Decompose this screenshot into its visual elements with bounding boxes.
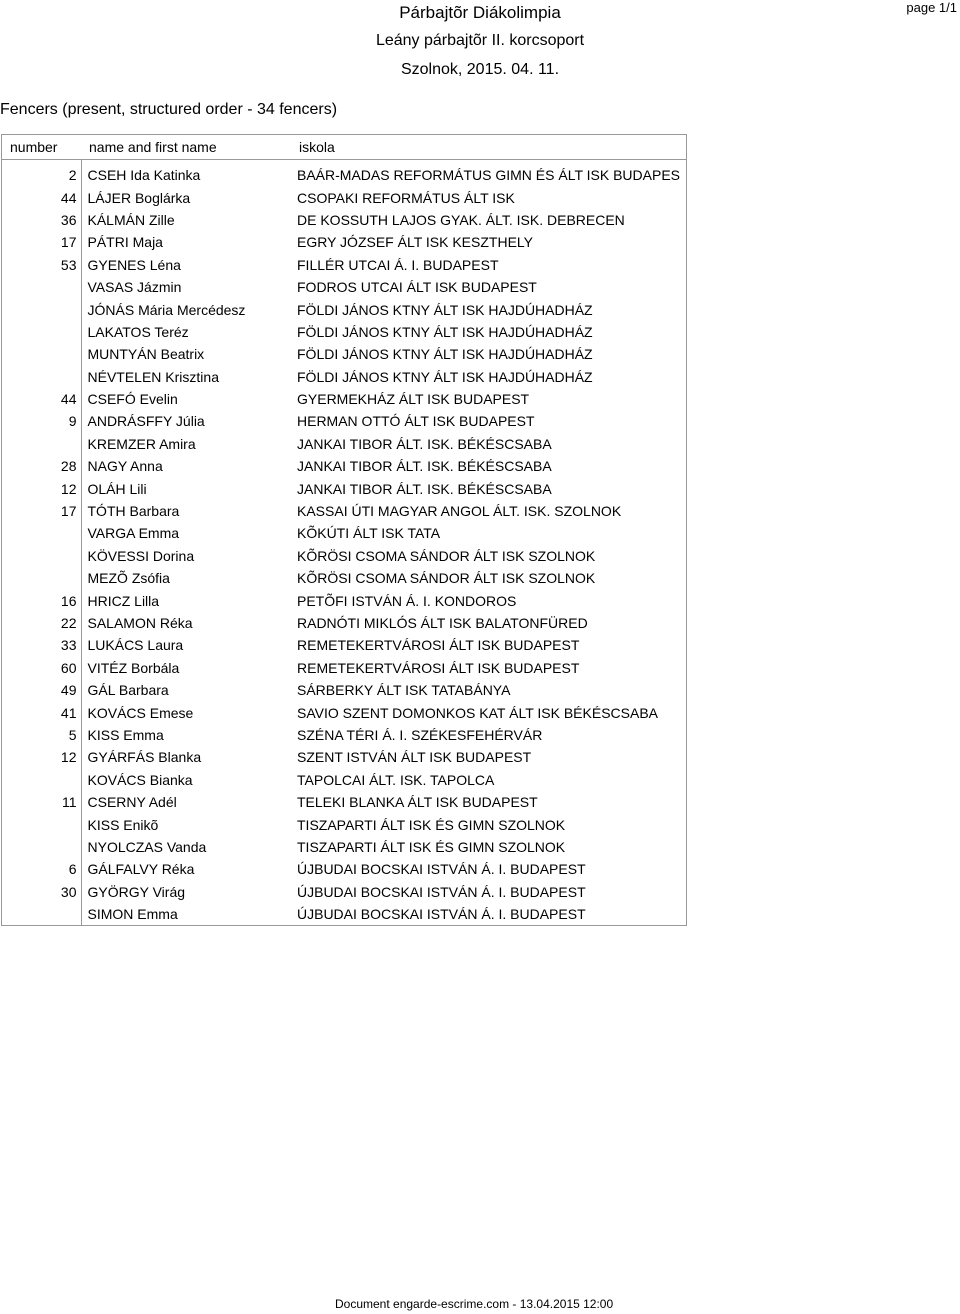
page-number: page 1/1 xyxy=(906,0,957,15)
table-row xyxy=(2,903,687,926)
fencer-number xyxy=(2,366,82,388)
fencer-number xyxy=(2,769,82,791)
fencer-number: 60 xyxy=(2,657,82,679)
table-row xyxy=(2,769,687,791)
fencer-number xyxy=(2,522,82,544)
fencer-number: 17 xyxy=(2,500,82,522)
table-row xyxy=(2,881,687,903)
fencer-school: EGRY JÓZSEF ÁLT ISK KESZTHELY xyxy=(297,234,533,251)
fencer-number xyxy=(2,343,82,365)
table-row xyxy=(2,276,687,298)
fencer-school: SAVIO SZENT DOMONKOS KAT ÁLT ISK BÉKÉSCSABA xyxy=(297,704,658,721)
fencer-name: GYÁRFÁS Blanka xyxy=(87,749,202,766)
fencer-name: VITÉZ Borbála xyxy=(87,659,180,676)
fencer-number: 49 xyxy=(2,679,82,701)
table-row xyxy=(2,545,687,567)
fencer-number: 16 xyxy=(2,589,82,611)
fencer-school: FÖLDI JÁNOS KTNY ÁLT ISK HAJDÚHADHÁZ xyxy=(297,323,593,340)
fencer-name: KISS Emma xyxy=(87,726,164,743)
table-row xyxy=(2,388,687,410)
fencer-name: CSEH Ida Katinka xyxy=(87,167,201,184)
table-row xyxy=(2,858,687,880)
table-row xyxy=(2,679,687,701)
fencer-name: VARGA Emma xyxy=(87,525,180,542)
fencer-name: GÁLFALVY Réka xyxy=(87,861,195,878)
table-row xyxy=(2,813,687,835)
table-row xyxy=(2,634,687,656)
table-row xyxy=(2,477,687,499)
table-row xyxy=(2,186,687,208)
table-row xyxy=(2,231,687,253)
fencer-school: KÕRÖSI CSOMA SÁNDOR ÁLT ISK SZOLNOK xyxy=(297,570,596,587)
fencer-school: DE KOSSUTH LAJOS GYAK. ÁLT. ISK. DEBRECEN xyxy=(297,211,625,228)
fencer-number xyxy=(2,433,82,455)
fencer-school: TISZAPARTI ÁLT ISK ÉS GIMN SZOLNOK xyxy=(297,816,566,833)
table-row xyxy=(2,836,687,858)
fencer-school: TELEKI BLANKA ÁLT ISK BUDAPEST xyxy=(297,794,538,811)
fencer-school: FÖLDI JÁNOS KTNY ÁLT ISK HAJDÚHADHÁZ xyxy=(297,301,593,318)
fencer-number: 11 xyxy=(2,791,82,813)
fencer-name: KREMZER Amira xyxy=(87,435,196,452)
table-row xyxy=(2,724,687,746)
fencer-number: 44 xyxy=(2,388,82,410)
fencer-school: KÕRÖSI CSOMA SÁNDOR ÁLT ISK SZOLNOK xyxy=(297,547,596,564)
fencer-name: KISS Enikõ xyxy=(87,816,159,833)
fencer-name: GYÖRGY Virág xyxy=(87,883,186,900)
fencer-name: ANDRÁSFFY Júlia xyxy=(87,413,205,430)
fencer-name: GYENES Léna xyxy=(87,256,181,273)
column-header-name: name and first name xyxy=(89,139,217,155)
fencer-number: 6 xyxy=(2,858,82,880)
table-row xyxy=(2,410,687,432)
fencer-name: CSERNY Adél xyxy=(87,794,177,811)
fencer-number: 41 xyxy=(2,701,82,723)
fencer-school: SZENT ISTVÁN ÁLT ISK BUDAPEST xyxy=(297,749,532,766)
fencer-name: OLÁH Lili xyxy=(87,480,147,497)
table-row xyxy=(2,657,687,679)
table-row xyxy=(2,433,687,455)
table-row xyxy=(2,164,687,186)
column-header-number: number xyxy=(10,139,58,155)
fencer-school: KÕKÚTI ÁLT ISK TATA xyxy=(297,525,441,542)
fencer-name: HRICZ Lilla xyxy=(87,592,160,609)
fencer-school: JANKAI TIBOR ÁLT. ISK. BÉKÉSCSABA xyxy=(297,480,552,497)
fencer-school: ÚJBUDAI BOCSKAI ISTVÁN Á. I. BUDAPEST xyxy=(297,883,586,900)
table-row xyxy=(2,589,687,611)
table-row xyxy=(2,746,687,768)
fencer-number: 22 xyxy=(2,612,82,634)
fencer-school: SÁRBERKY ÁLT ISK TATABÁNYA xyxy=(297,682,511,699)
document-footer: Document engarde-escrime.com - 13.04.2015 12:00 xyxy=(335,1297,614,1311)
fencer-number: 28 xyxy=(2,455,82,477)
fencer-school: FILLÉR UTCAI Á. I. BUDAPEST xyxy=(297,256,499,273)
fencer-name: NYOLCZAS Vanda xyxy=(87,838,207,855)
table-row xyxy=(2,209,687,231)
fencer-school: FÖLDI JÁNOS KTNY ÁLT ISK HAJDÚHADHÁZ xyxy=(297,368,593,385)
table-row xyxy=(2,701,687,723)
fencer-number: 36 xyxy=(2,209,82,231)
fencer-school: FODROS UTCAI ÁLT ISK BUDAPEST xyxy=(297,279,537,296)
table-row xyxy=(2,791,687,813)
fencer-name: TÓTH Barbara xyxy=(87,503,180,520)
fencer-name: KÖVESSI Dorina xyxy=(87,547,195,564)
column-header-school: iskola xyxy=(299,139,335,155)
table-row xyxy=(2,567,687,589)
fencer-number: 9 xyxy=(2,410,82,432)
place-date: Szolnok, 2015. 04. 11. xyxy=(400,61,560,78)
fencer-school: JANKAI TIBOR ÁLT. ISK. BÉKÉSCSABA xyxy=(297,458,552,475)
fencer-school: FÖLDI JÁNOS KTNY ÁLT ISK HAJDÚHADHÁZ xyxy=(297,346,593,363)
fencer-school: PETÕFI ISTVÁN Á. I. KONDOROS xyxy=(297,592,517,609)
fencer-name: KÁLMÁN Zille xyxy=(87,211,175,228)
fencer-name: GÁL Barbara xyxy=(87,682,169,699)
fencer-name: PÁTRI Maja xyxy=(87,234,163,251)
table-row xyxy=(2,321,687,343)
fencer-name: CSEFÓ Evelin xyxy=(87,391,178,408)
fencer-number xyxy=(2,321,82,343)
fencer-name: LÁJER Boglárka xyxy=(87,189,191,206)
fencer-name: VASAS Jázmin xyxy=(87,279,182,296)
fencer-school: ÚJBUDAI BOCSKAI ISTVÁN Á. I. BUDAPEST xyxy=(297,861,586,878)
fencer-name: LAKATOS Teréz xyxy=(87,323,189,340)
fencer-name: LUKÁCS Laura xyxy=(87,637,184,654)
table-row xyxy=(2,343,687,365)
fencer-number xyxy=(2,276,82,298)
fencer-name: KOVÁCS Emese xyxy=(87,704,194,721)
fencer-number xyxy=(2,545,82,567)
fencer-school: ÚJBUDAI BOCSKAI ISTVÁN Á. I. BUDAPEST xyxy=(297,906,586,923)
fencer-number: 44 xyxy=(2,186,82,208)
fencer-school: REMETEKERTVÁROSI ÁLT ISK BUDAPEST xyxy=(297,637,580,654)
fencer-number xyxy=(2,567,82,589)
fencer-number: 17 xyxy=(2,231,82,253)
fencer-school: HERMAN OTTÓ ÁLT ISK BUDAPEST xyxy=(297,413,535,430)
table-row xyxy=(2,500,687,522)
table-row xyxy=(2,254,687,276)
fencer-school: GYERMEKHÁZ ÁLT ISK BUDAPEST xyxy=(297,391,530,408)
fencer-number: 53 xyxy=(2,254,82,276)
fencer-name: SIMON Emma xyxy=(87,906,178,923)
fencer-number: 33 xyxy=(2,634,82,656)
fencer-number xyxy=(2,903,82,926)
table-row xyxy=(2,455,687,477)
fencer-name: MUNTYÁN Beatrix xyxy=(87,346,205,363)
fencer-number: 12 xyxy=(2,477,82,499)
fencer-name: SALAMON Réka xyxy=(87,615,193,631)
category-title: Leány párbajtõr II. korcsoport xyxy=(375,32,585,49)
table-row xyxy=(2,298,687,320)
fencer-school: BAÁR-MADAS REFORMÁTUS GIMN ÉS ÁLT ISK BUDAPES xyxy=(297,167,680,184)
table-row xyxy=(2,612,687,634)
fencer-number xyxy=(2,298,82,320)
fencer-number xyxy=(2,836,82,858)
fencer-school: RADNÓTI MIKLÓS ÁLT ISK BALATONFÜRED xyxy=(297,615,588,631)
fencer-school: CSOPAKI REFORMÁTUS ÁLT ISK xyxy=(297,189,515,206)
fencer-number: 2 xyxy=(2,164,82,186)
fencer-number: 12 xyxy=(2,746,82,768)
fencer-number: 5 xyxy=(2,724,82,746)
fencer-number xyxy=(2,813,82,835)
list-subtitle: Fencers (present, structured order - 34 fencers) xyxy=(0,101,338,118)
fencer-school: JANKAI TIBOR ÁLT. ISK. BÉKÉSCSABA xyxy=(297,435,552,452)
fencer-name: JÓNÁS Mária Mercédesz xyxy=(87,301,246,318)
table-row xyxy=(2,366,687,388)
fencer-name: NÉVTELEN Krisztina xyxy=(87,368,219,385)
fencers-table xyxy=(1,134,687,926)
document-title: Párbajtõr Diákolimpia xyxy=(399,3,561,22)
fencer-school: REMETEKERTVÁROSI ÁLT ISK BUDAPEST xyxy=(297,659,580,676)
fencer-school: KASSAI ÚTI MAGYAR ANGOL ÁLT. ISK. SZOLNOK xyxy=(297,503,622,520)
fencer-number: 30 xyxy=(2,881,82,903)
table-row xyxy=(2,522,687,544)
table-header-row xyxy=(2,135,687,160)
fencer-name: NAGY Anna xyxy=(87,458,163,475)
fencer-school: SZÉNA TÉRI Á. I. SZÉKESFEHÉRVÁR xyxy=(297,726,543,743)
fencer-name: KOVÁCS Bianka xyxy=(87,771,193,788)
fencer-school: TISZAPARTI ÁLT ISK ÉS GIMN SZOLNOK xyxy=(297,838,566,855)
fencer-name: MEZÕ Zsófia xyxy=(87,570,170,587)
fencer-school: TAPOLCAI ÁLT. ISK. TAPOLCA xyxy=(297,771,495,788)
